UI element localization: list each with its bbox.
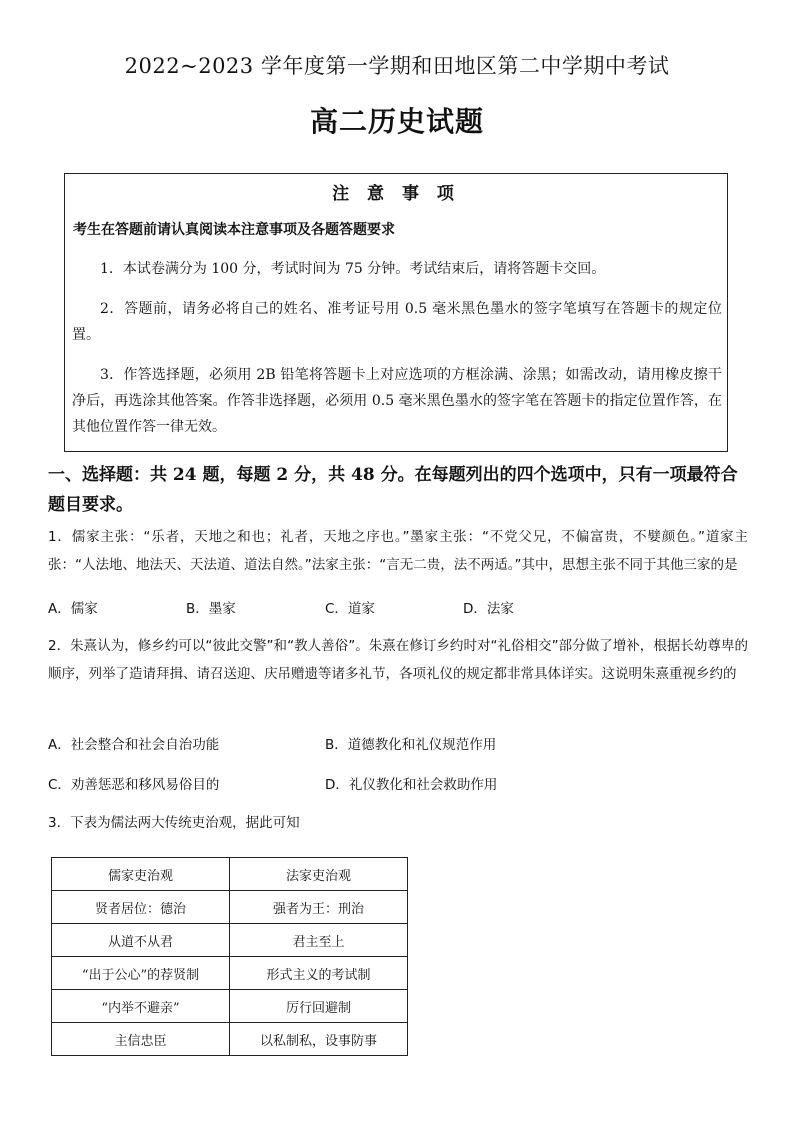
table-cell: 从道不从君	[52, 924, 230, 957]
comparison-table	[51, 857, 408, 1056]
table-row	[52, 1023, 408, 1056]
table-cell: 厉行回避制	[230, 990, 408, 1023]
table-row	[52, 924, 408, 957]
table-cell: 君主至上	[230, 924, 408, 957]
q1-option-d[interactable]: D．法家	[463, 601, 514, 617]
q1-option-b[interactable]: B．墨家	[186, 601, 236, 617]
q1-option-a[interactable]: A．儒家	[48, 601, 98, 617]
table-cell: “出于公心”的荐贤制	[52, 957, 230, 990]
notice-item-3: 3．作答选择题，必须用 2B 铅笔将答题卡上对应选项的方框涂满、涂黑；如需改动，请用橡皮擦干净后，再选涂其他答案。作答非选择题，必须用 0.5 毫米黑色墨水的签字笔在答题卡的指定位置作答，在其他位置作答一律无效。	[72, 367, 722, 435]
table-cell: 主信忠臣	[52, 1023, 230, 1056]
question-2-stem: 2．朱熹认为，修乡约可以“彼此交警”和“教人善俗”。朱熹在修订乡约时对“礼俗相交”部分做了增补，根据长幼尊卑的顺序，列举了造请拜揖、请召送迎、庆吊赠遗等诸多礼节，各项礼仪的规定都非常具体详实。这说明朱熹重视乡约的	[48, 638, 748, 682]
table-cell: 贤者居位：德治	[52, 891, 230, 924]
question-1-stem: 1．儒家主张：“乐者，天地之和也；礼者，天地之序也。”墨家主张：“不党父兄，不偏富贵，不嬖颜色。”道家主张：“人法地、地法天、天法道、道法自然。”法家主张：“言无二贵，法不两适。”其中，思想主张不同于其他三家的是	[48, 529, 748, 573]
table-cell: 形式主义的考试制	[230, 957, 408, 990]
table-header-cell: 儒家吏治观	[52, 858, 230, 891]
table-row	[52, 891, 408, 924]
exam-title: 2022~2023 学年度第一学期和田地区第二中学期中考试	[124, 54, 670, 78]
notice-intro: 考生在答题前请认真阅读本注意事项及各题答题要求	[73, 222, 395, 238]
q2-option-d[interactable]: D．礼仪教化和社会救助作用	[325, 777, 498, 793]
section-heading: 一、选择题：共 24 题，每题 2 分，共 48 分。在每题列出的四个选项中，只有一项最符合题目要求。	[48, 465, 738, 515]
table-header-row	[52, 858, 408, 891]
table-row	[52, 990, 408, 1023]
table-cell: 以私制私，设事防事	[230, 1023, 408, 1056]
table-cell: “内举不避亲”	[52, 990, 230, 1023]
q2-option-c[interactable]: C．劝善惩恶和移风易俗目的	[48, 777, 220, 793]
table-row	[52, 957, 408, 990]
subject-title: 高二历史试题	[309, 105, 484, 138]
notice-item-1: 1．本试卷满分为 100 分，考试时间为 75 分钟。考试结束后，请将答题卡交回。	[100, 261, 606, 277]
notice-item-2: 2．答题前，请务必将自己的姓名、准考证号用 0.5 毫米黑色墨水的签字笔填写在答题卡的规定位置。	[72, 301, 722, 343]
q2-option-b[interactable]: B．道德教化和礼仪规范作用	[325, 737, 497, 753]
q2-option-a[interactable]: A．社会整合和社会自治功能	[48, 737, 220, 753]
notice-heading: 注 意 事 项	[332, 184, 460, 204]
q1-option-c[interactable]: C．道家	[325, 601, 375, 617]
notice-box	[64, 173, 728, 452]
question-3-stem: 3．下表为儒法两大传统吏治观，据此可知	[48, 815, 300, 831]
table-cell: 强者为王：刑治	[230, 891, 408, 924]
table-header-cell: 法家吏治观	[230, 858, 408, 891]
